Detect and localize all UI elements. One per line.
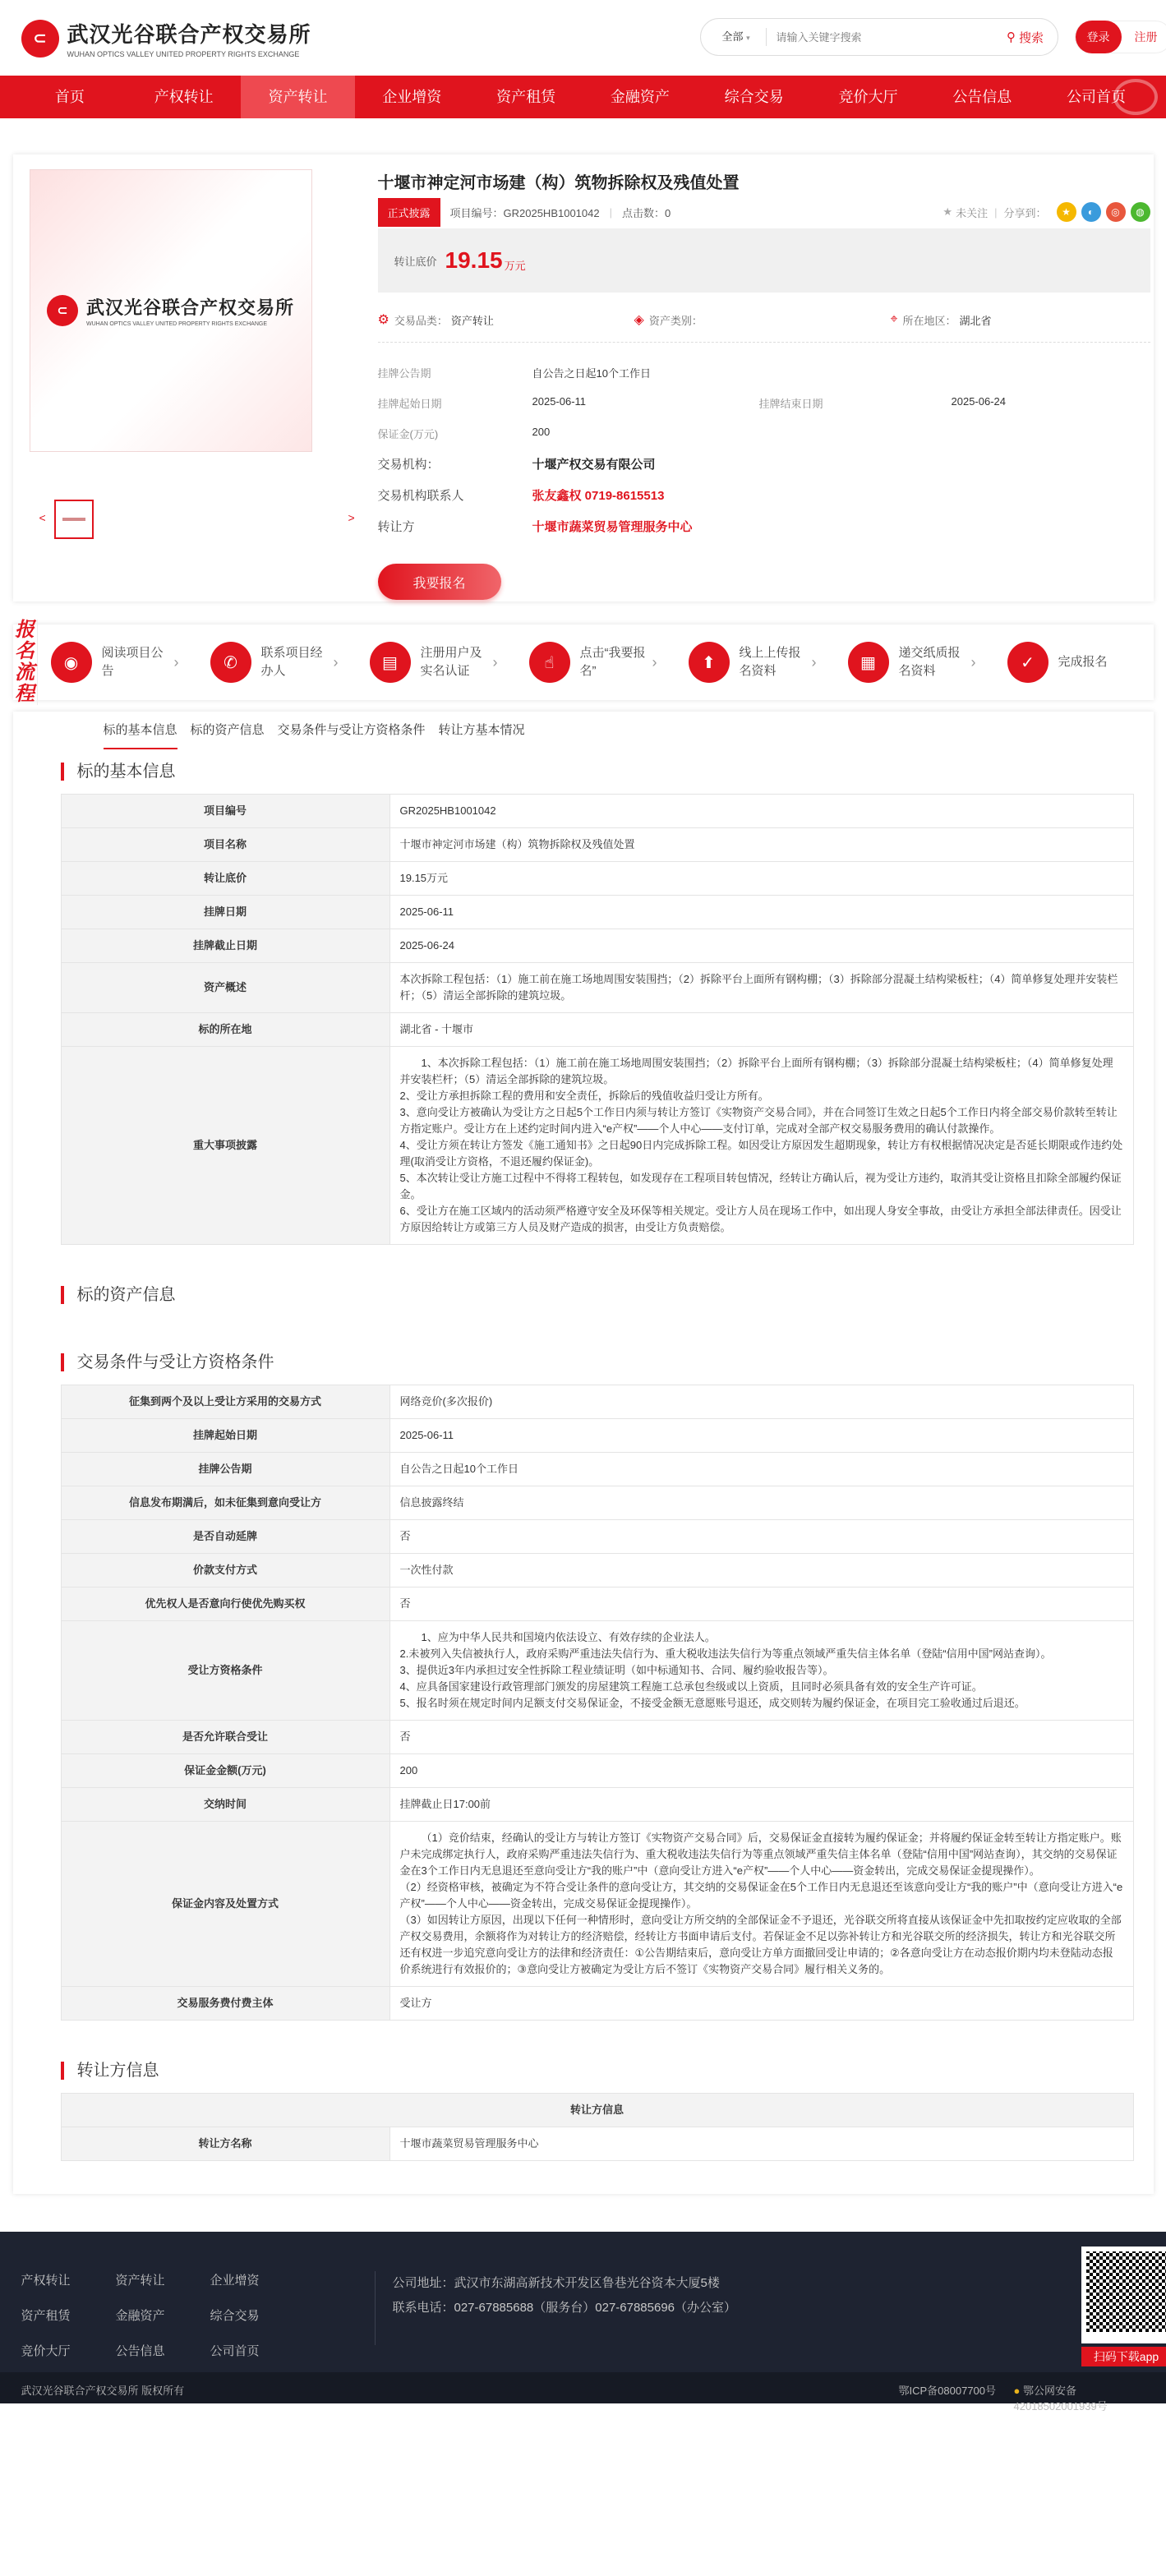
search-bar [700,18,1058,56]
flow-step-label: 阅读项目公告 [101,646,164,678]
section-basic-title: 标的基本信息 [61,763,1154,781]
police-badge-icon: ● [1013,2385,1021,2397]
kv-deposit: 保证金(万元) 200 [377,426,551,440]
row-value: 200 [389,1754,1133,1788]
site-header [0,0,1166,76]
row-label: 受让方资格条件 [61,1621,389,1721]
row-label: 交纳时间 [61,1788,389,1822]
nav-item[interactable]: 公告信息 [952,89,1012,105]
search-button[interactable]: ⚲ 搜索 [1006,30,1044,45]
row-value: （1）竞价结束，经确认的受让方与转让方签订《实物资产交易合同》后，交易保证金直接转为履约保证金；并将履约保证金转至转让方指定账户。账户未完成绑定执行人，政府采购严重违法失信行为、重大税收违法失信行为等重点领域严重失信主体名单（登陆“信用中国”网站查询），其交纳的交易保证金在3个工作日内无息退还至意向受让方“我的账户”中（意向受让方进入“e产权”——个人中心——资金转出，完成交易保证金提现操作）。 （2）经资格审核，被确定为不符合受让条件的意向受让方，其交纳的交易保证金在5个工作日内无息退还至该意向受让方“我的账户”中（意向受让方进入“e产权”——个人中心——资金转出，完成交易保证金提现操作）。 （3）如因转让方原因，出现以下任何一种情形时，意向受让方所交纳的全部保证金不予退还，光谷联交所将直接从该保证金中先扣取按约定应收取的全部产权交易费用，余额将作为对转让方的经济赔偿，经转让方书面申请后支付。若保证金不足以弥补转让方和光谷联交所的经济损失，转让方和光谷联交所还有权进一步追究意向受让方的法律和经济责任：①公告期结束后，意向受让方单方面撤回受让申请的；②各意向受让方在动态报价期内均未登陆动态报价系统进行有效报价的；③意向受让方被确定为受让方后不签订《实物资产交易合同》履行相关义务的。 [389,1822,1133,1987]
row-label: 资产概述 [61,963,389,1013]
id-card-icon: ▤ [370,642,411,683]
footer-link[interactable]: 公告信息 [115,2344,165,2358]
project-attributes: ⚙ 交易品类： 资产转让 ◈ 资产类别： ⌖ 所在地区： 湖北省 [377,312,992,327]
project-main-image[interactable] [30,169,312,452]
price-label: 转让底价 [394,255,437,268]
row-value: 信息披露终结 [389,1486,1133,1520]
nav-item[interactable]: 金融资产 [610,89,670,105]
thumbnail[interactable] [54,500,94,539]
row-label: 转让底价 [61,862,389,896]
table-row [61,1554,1133,1588]
icp-link[interactable]: 鄂ICP备08007700号 [898,2385,997,2397]
flow-step-label: 点击“我要报名” [579,646,646,678]
flow-step-label: 线上上传报名资料 [739,646,801,678]
police-record-link[interactable]: ● 鄂公网安备 42018502001939号 [1013,2385,1108,2412]
kv-announce-period: 挂牌公告期 自公告之日起10个工作日 [377,367,651,380]
auth-box [1075,21,1166,53]
row-value: 2025-06-11 [389,1419,1133,1453]
row-label: 保证金金额(万元) [61,1754,389,1788]
follow-button[interactable]: 未关注 [956,206,989,219]
row-label: 挂牌日期 [61,896,389,929]
main-nav [0,76,1166,118]
kv-exchange: 交易机构： 十堰产权交易有限公司 [377,458,656,472]
flow-title: 报名 流程 [13,620,38,705]
row-value: 挂牌截止日17:00前 [389,1788,1133,1822]
row-label: 交易服务费付费主体 [61,1987,389,2021]
project-code: 项目编号：GR2025HB1001042 [449,206,600,219]
section-transferor-title: 转让方信息 [61,2062,1154,2080]
flow-step [1007,642,1154,683]
layers-icon: ◈ [634,313,644,327]
flow-step [51,642,197,683]
nav-item[interactable]: 资产转让 [241,76,355,118]
transferor-table-head: 转让方信息 [61,2094,1133,2127]
wechat-icon[interactable]: ◍ [1131,202,1150,222]
row-label: 优先权人是否意向行使优先购买权 [61,1588,389,1621]
footer-link[interactable]: 企业增资 [210,2274,260,2288]
table-row [61,2127,1133,2161]
nav-item[interactable]: 综合交易 [724,89,784,105]
copyright-text: 武汉光谷联合产权交易所 版权所有 [21,2385,185,2397]
status-badge: 正式披露 [378,198,440,227]
table-row [61,1987,1133,2021]
table-row [61,1520,1133,1554]
table-row [61,1486,1133,1520]
table-row [61,1013,1133,1047]
site-footer [0,2232,1166,2372]
table-row [61,1385,1133,1419]
footer-link[interactable]: 竞价大厅 [21,2344,71,2358]
nav-item[interactable]: 产权转让 [154,89,214,105]
qq-icon[interactable]: ◐ [1081,202,1101,222]
check-icon: ✓ [1007,642,1048,683]
table-row [61,1419,1133,1453]
logo-name-cn: 武汉光谷联合产权交易所 [67,22,311,47]
row-label: 重大事项披露 [61,1047,389,1245]
row-label: 项目编号 [61,795,389,828]
project-meta: 正式披露 项目编号：GR2025HB1001042 | 点击数：0 ★ 未关注 | 分享到： ★ ◐ ◎ ◍ [378,197,1150,227]
footer-contact [393,2271,737,2320]
chevron-right-icon: › [970,653,976,670]
tab-item[interactable]: 标的基本信息 [104,712,177,749]
nav-item[interactable]: 企业增资 [382,89,442,105]
section-asset-title: 标的资产信息 [61,1286,1154,1304]
image-logo-name-en: WUHAN OPTICS VALLEY UNITED PROPERTY RIGHTS EXCHANGE [85,321,268,327]
flow-step-label: 联系项目经办人 [260,646,323,678]
kv-contact: 交易机构联系人 张友鑫权 0719-8615513 [378,486,464,504]
row-value: 19.15万元 [389,862,1133,896]
price-box [378,228,1150,293]
footer-link[interactable]: 金融资产 [115,2309,165,2323]
footer-link[interactable]: 公司首页 [210,2344,260,2358]
row-value: 十堰市神定河市场建（构）筑物拆除权及残值处置 [389,828,1133,862]
hand-click-icon: ☝ [529,642,570,683]
search-input[interactable] [767,31,993,44]
row-value: 1、本次拆除工程包括：（1）施工前在施工场地周围安装围挡；（2）拆除平台上面所有钢构棚；（3）拆除部分混凝土结构梁板柱；（4）简单修复处理并安装栏杆；（5）清运全部拆除的建筑垃圾。 2、受让方承担拆除工程的费用和安全责任，拆除后的残值收益归受让方所有。 3、意向受让方被确认为受让方之日起5个工作日内须与转让方签订《实物资产交易合同》，并在合同签订生效之日起5个工作日内将全部交易价款转至转让方指定账户。受让方在上述约定时间内进入“e产权”——个人中心——支付订单，完成对全部产权交易服务费用的确认付款操作。 4、受让方须在转让方签发《施工通知书》之日起90日内完成拆除工程。如因受让方原因发生超期现象，转让方有权根据情况决定是否延长期限或作违约处理(取消受让方资格，不退还履约保证金)。 5、本次转让受让方施工过程中不得将工程转包，如发现存在工程项目转包情况，经转让方确认后，视为受让方违约，取消其受让资格且扣除全部履约保证金。 6、受让方在施工区域内的活动须严格遵守安全及环保等相关规定。受让方人员在现场工作中，如出现人身安全事故，由受让方承担全部法律责任。因受让方原因给转让方或第三方人员及财产造成的损害，由受让方负责赔偿。 [389,1047,1133,1245]
nav-item[interactable]: 资产租赁 [496,89,556,105]
category-icon: ⚙ [377,313,389,327]
row-value: GR2025HB1001042 [389,795,1133,828]
row-label: 价款支付方式 [61,1554,389,1588]
table-row [61,828,1133,862]
kv-start-date: 挂牌起始日期 2025-06-11 [377,395,587,410]
thumb-prev-icon[interactable]: < [39,511,46,524]
row-label: 是否允许联合受让 [61,1721,389,1754]
nav-item[interactable]: 公司首页 [1067,89,1127,105]
project-summary-panel [13,154,1154,601]
footer-link[interactable]: 产权转让 [21,2274,71,2288]
flow-step-label: 递交纸质报名资料 [898,646,961,678]
row-value: 湖北省 - 十堰市 [389,1013,1133,1047]
flow-step-label: 完成报名 [1058,655,1108,669]
row-value: 一次性付款 [389,1554,1133,1588]
section-conditions-title: 交易条件与受让方资格条件 [61,1353,1154,1371]
contact-phone[interactable]: 张友鑫权 0719-8615513 [532,489,665,503]
footer-link[interactable]: 资产租赁 [21,2309,71,2323]
flow-step [848,642,994,683]
register-button[interactable]: 注册 [1134,30,1158,44]
transferor-table [61,2093,1134,2161]
table-row [61,1822,1133,1987]
search-category-select[interactable]: 全部 ▾ [701,28,767,46]
flow-step-label: 注册用户及实名认证 [420,646,482,678]
app-qr-code-icon [1081,2247,1166,2343]
table-row [61,1788,1133,1822]
table-row [61,929,1133,963]
row-value: 受让方 [389,1987,1133,2021]
chevron-right-icon: › [492,653,498,670]
phone-icon: ✆ [210,642,251,683]
row-label: 是否自动延牌 [61,1520,389,1554]
row-label: 挂牌截止日期 [61,929,389,963]
row-value: 十堰市蔬菜贸易管理服务中心 [389,2127,1133,2161]
row-value: 否 [389,1588,1133,1621]
table-row [61,1453,1133,1486]
chevron-down-icon: ▾ [746,34,750,42]
table-row [61,896,1133,929]
transferor-link[interactable]: 十堰市蔬菜贸易管理服务中心 [532,520,693,534]
table-row [61,1754,1133,1788]
row-value: 2025-06-11 [389,896,1133,929]
weibo-icon[interactable]: ◎ [1106,202,1126,222]
logo-name-en: WUHAN OPTICS VALLEY UNITED PROPERTY RIGHTS EXCHANGE [67,50,300,58]
document-icon: ▦ [848,642,889,683]
tab-item[interactable]: 转让方基本情况 [438,723,525,737]
basic-info-table [61,794,1134,1245]
download-app-button[interactable]: 扫码下载app [1081,2347,1166,2366]
table-row [61,1588,1133,1621]
image-logo-mark-icon: ⊂ [47,295,78,326]
detail-tabs [13,712,1154,749]
chevron-right-icon: › [811,653,817,670]
kv-end-date: 挂牌结束日期 2025-06-24 [758,395,1006,410]
star-icon[interactable]: ★ [942,205,953,218]
image-logo-name: 武汉光谷联合产权交易所 [85,297,294,318]
footer-address: 公司地址：武汉市东湖高新技术开发区鲁巷光谷资本大厦5楼 [392,2276,720,2290]
nav-item[interactable]: 竞价大厅 [838,89,898,105]
image-thumbnails [30,500,358,539]
row-label: 保证金内容及处置方式 [61,1822,389,1987]
table-row [61,862,1133,896]
registration-flow [13,619,1154,705]
apply-button[interactable]: 我要报名 [378,564,501,600]
row-label: 信息发布期满后，如未征集到意向受让方 [61,1486,389,1520]
click-count: 点击数：0 [622,206,671,219]
trade-type: 资产转让 [450,314,494,327]
thumb-next-icon[interactable]: > [348,511,355,524]
share-label: 分享到： [1003,206,1047,219]
row-label: 转让方名称 [61,2127,389,2161]
row-label: 挂牌起始日期 [61,1419,389,1453]
row-value: 网络竞价(多次报价) [389,1385,1133,1419]
row-value: 本次拆除工程包括：（1）施工前在施工场地周围安装围挡；（2）拆除平台上面所有钢构棚；（3）拆除部分混凝土结构梁板柱；（4）简单修复处理并安装栏杆；（5）清运全部拆除的建筑垃圾。 [389,963,1133,1013]
tab-item[interactable]: 标的资产信息 [190,723,265,737]
price-value: 19.15 [445,247,503,273]
row-label: 项目名称 [61,828,389,862]
tab-item[interactable]: 交易条件与受让方资格条件 [277,723,426,737]
search-icon: ⚲ [1006,30,1016,44]
project-title: 十堰市神定河市场建（构）筑物拆除权及残值处置 [377,174,740,192]
footer-link[interactable]: 综合交易 [210,2309,260,2323]
table-row [61,1721,1133,1754]
row-value: 自公告之日起10个工作日 [389,1453,1133,1486]
eye-icon: ◉ [51,642,92,683]
flow-step [529,642,675,683]
row-label: 征集到两个及以上受让方采用的交易方式 [61,1385,389,1419]
logo-mark-icon: ⊂ [21,20,59,58]
row-label: 挂牌公告期 [61,1453,389,1486]
row-value: 1、应为中华人民共和国境内依法设立、有效存续的企业法人。 2.未被列入失信被执行人，政府采购严重违法失信行为、重大税收违法失信行为等重点领域严重失信主体名单（登陆“信用中国”网站查询）。 3、提供近3年内承担过安全性拆除工程业绩证明（如中标通知书、合同、履约验收报告等）。 4、应具备国家建设行政管理部门颁发的房屋建筑工程施工总承包叁级或以上资质，且同时必须具备有效的安全生产许可证。 5、报名时须在规定时间内足额支付交易保证金，不接受金额无意愿账号退还，成交则转为履约保证金，在项目完工验收通过后退还。 [389,1621,1133,1721]
row-value: 2025-06-24 [389,929,1133,963]
flow-step [689,642,835,683]
table-row [61,1621,1133,1721]
login-button[interactable]: 登录 [1076,21,1122,53]
kv-transferor: 转让方 十堰市蔬菜贸易管理服务中心 [378,518,415,535]
region: 湖北省 [959,314,992,327]
table-row [61,963,1133,1013]
copyright-bar [0,2372,1166,2412]
upload-cloud-icon: ⬆ [689,642,730,683]
qzone-icon[interactable]: ★ [1057,202,1076,222]
site-logo[interactable] [21,18,311,58]
table-row [61,1047,1133,1245]
footer-phone: 联系电话：027-67885688（服务台）027-67885696（办公室） [392,2301,737,2315]
chevron-right-icon: › [173,653,179,670]
row-value: 否 [389,1520,1133,1554]
footer-links [21,2271,350,2359]
row-label: 标的所在地 [61,1013,389,1047]
nav-item[interactable]: 首页 [54,89,85,105]
chevron-right-icon: › [652,653,657,670]
price-unit: 万元 [504,260,526,272]
chevron-right-icon: › [333,653,339,670]
row-value: 否 [389,1721,1133,1754]
detail-content [13,712,1154,2194]
footer-link[interactable]: 资产转让 [115,2274,165,2288]
conditions-table [61,1385,1134,2021]
nav-decoration-icon [1113,79,1158,115]
flow-step [370,642,516,683]
flow-step [210,642,357,683]
table-row [61,795,1133,828]
location-icon: ⌖ [890,312,898,326]
